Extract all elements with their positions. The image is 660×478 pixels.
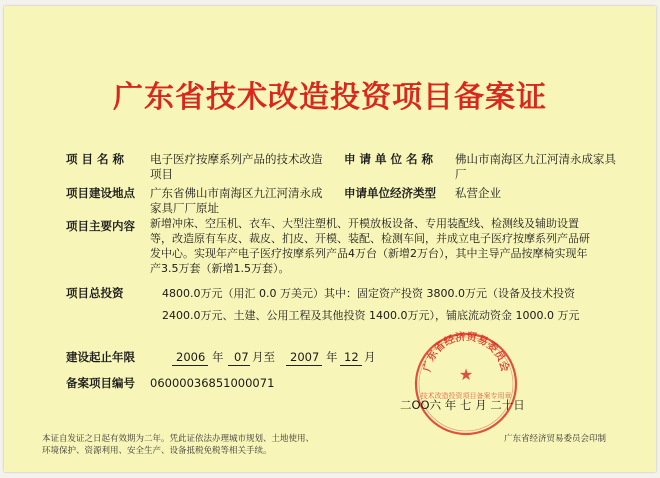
period-end-year: 2007 bbox=[290, 350, 320, 364]
location-label: 项目建设地点 bbox=[66, 186, 135, 200]
seal-star-icon: ★ bbox=[458, 365, 474, 384]
content-line-4: 产3.5万套（新增1.5万套）。 bbox=[150, 262, 290, 275]
investment-label: 项目总投资 bbox=[66, 286, 124, 300]
period-year-1: 年 bbox=[212, 350, 224, 364]
period-end-month: 12 bbox=[344, 350, 359, 364]
content-label: 项目主要内容 bbox=[66, 219, 135, 233]
period-label: 建设起止年限 bbox=[66, 350, 135, 364]
applicant-value-2: 厂 bbox=[455, 167, 467, 181]
underline bbox=[228, 365, 250, 366]
footer-line-1: 本证自发证之日起有效期为二年。凭此证依法办理城市规划、土地使用、 bbox=[42, 434, 315, 444]
applicant-label: 申 请 单 位 名 称 bbox=[344, 152, 434, 166]
footer-issuer: 广东省经济贸易委员会印制 bbox=[504, 434, 607, 444]
location-value-2: 家具厂厂原址 bbox=[150, 201, 219, 215]
underline bbox=[172, 365, 208, 366]
econ-type-value: 私营企业 bbox=[455, 186, 501, 200]
seal-text: 广东省经济贸易委员会 bbox=[421, 330, 511, 373]
investment-line-2: 2400.0万元、土建、公用工程及其他投资 1400.0万元），铺底流动资金 1000.0 万元 bbox=[162, 309, 580, 322]
project-name-value-2: 项目 bbox=[150, 167, 173, 181]
project-name-value-1: 电子医疗按摩系列产品的技术改造 bbox=[150, 152, 323, 166]
investment-line-1: 4800.0万元（用汇 0.0 万美元）其中：固定资产投资 3800.0万元（设备及技术投资 bbox=[162, 287, 575, 300]
project-name-label: 项 目 名 称 bbox=[66, 152, 125, 166]
seal-inner-text: 技术改造投资项目备案专用章 bbox=[420, 392, 512, 400]
content-line-3: 发中心。实现年产电子医疗按摩系列产品4万台（新增2万台），其中主导产品按摩椅实现年 bbox=[150, 247, 588, 260]
underline bbox=[286, 365, 322, 366]
underline bbox=[340, 365, 362, 366]
period-year-2: 年 bbox=[326, 350, 338, 364]
period-month-to: 月至 bbox=[252, 350, 275, 364]
official-seal bbox=[412, 330, 520, 438]
period-start-year: 2006 bbox=[176, 350, 206, 364]
footer-line-2: 环境保护、资源利用、安全生产、设备抵税免税等相关手续。 bbox=[42, 446, 272, 456]
content-line-2: 等，改造原有车皮、裁皮、扪皮、开模、装配、检测车间，并成立电子医疗按摩系列产品研 bbox=[150, 232, 590, 245]
record-no-label: 备案项目编号 bbox=[66, 376, 135, 390]
period-month-end: 月 bbox=[364, 350, 376, 364]
certificate-title: 广东省技术改造投资项目备案证 bbox=[113, 80, 547, 115]
econ-type-label: 申请单位经济类型 bbox=[344, 186, 436, 200]
location-value-1: 广东省佛山市南海区九江河清永成 bbox=[150, 186, 323, 200]
record-no-value: 06000036851000071 bbox=[150, 376, 275, 390]
content-line-1: 新增冲床、空压机、衣车、大型注塑机、开模放板设备、专用装配线、检测线及辅助设置 bbox=[150, 217, 579, 230]
applicant-value-1: 佛山市南海区九江河清永成家具 bbox=[455, 152, 616, 166]
period-start-month: 07 bbox=[234, 350, 249, 364]
issue-date: 二OO六 年 七 月 二十日 bbox=[400, 398, 525, 412]
